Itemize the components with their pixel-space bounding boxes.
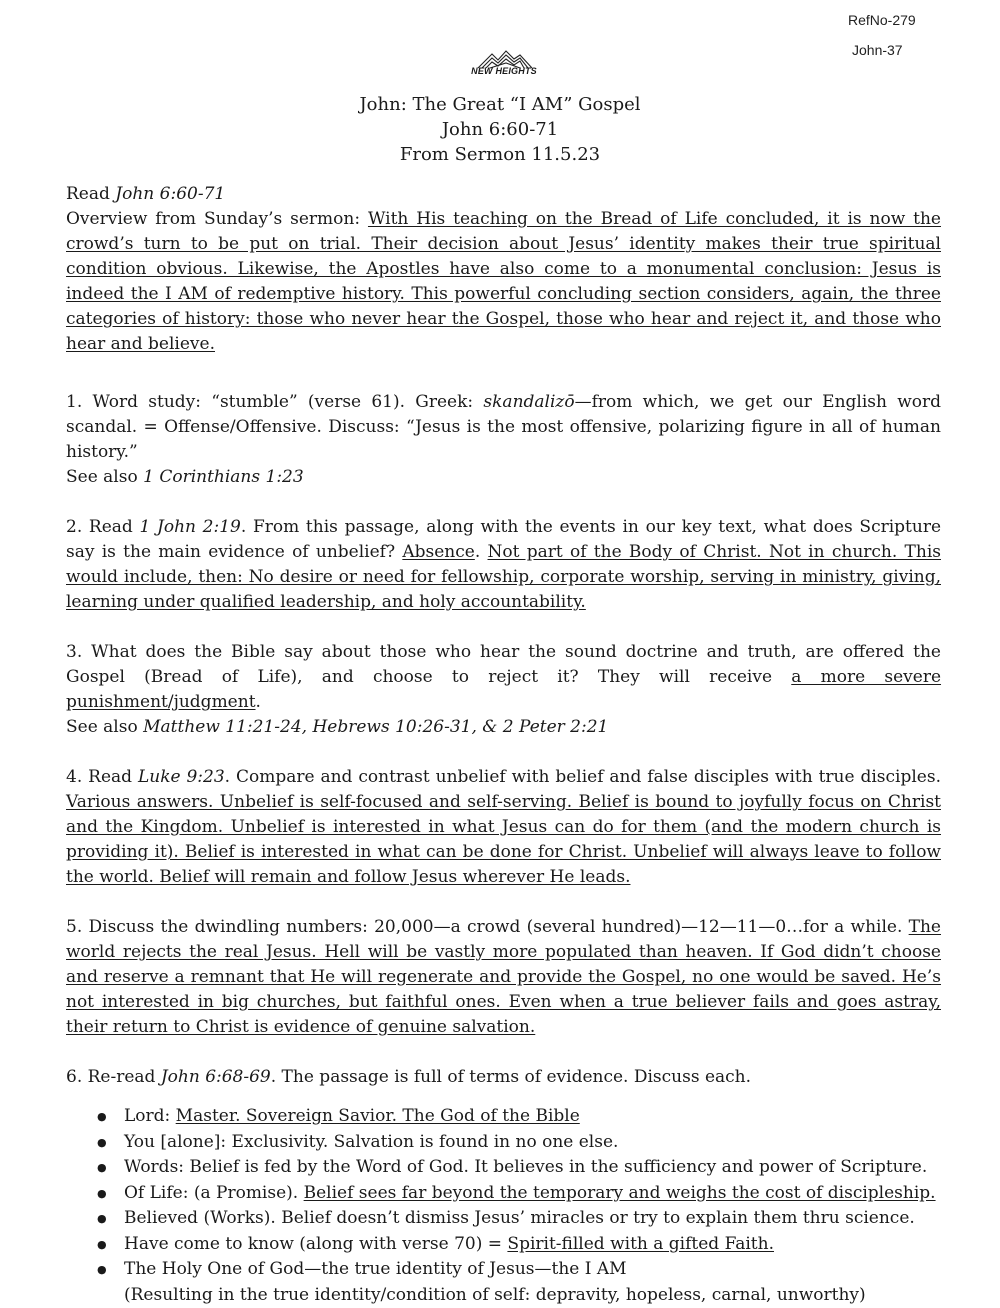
question-3: 3. What does the Bible say about those who hear the sound doctrine and truth, are offered the Gospel (Bread of Life), and choose to reject it? They will receive a more severe punishment/judgment.	[66, 642, 942, 712]
read-ref: John 6:60-71	[115, 184, 226, 204]
question-1-see-also: See also 1 Corinthians 1:23	[66, 467, 304, 487]
logo-text: NEW HEIGHTS	[471, 66, 537, 76]
question-3-see-also: See also Matthew 11:21-24, Hebrews 10:26-31, & 2 Peter 2:21	[66, 717, 609, 737]
list-item: ● Have come to know (along with verse 70) = Spirit-filled with a gifted Faith.	[124, 1232, 941, 1258]
question-5: 5. Discuss the dwindling numbers: 20,000—a crowd (several hundred)—12—11—0…for a while. The world rejects the real Jesus. Hell will be vastly more populated than heaven. If God didn’t choose and reserve a remnant that He will regenerate and provide the Gospel, no one would be saved. He’s not interested in big churches, but faithful ones. Even when a true believer fails and goes astray, their return to Christ is evidence of genuine salvation.	[66, 917, 941, 1037]
ref-number: RefNo-279	[848, 12, 916, 28]
question-1: 1. Word study: “stumble” (verse 61). Greek: skandalizō—from which, we get our English word scandal. = Offense/Offensive. Discuss: “Jesus is the most offensive, polarizing figure in all of human history.”	[66, 392, 941, 462]
answer-2a: Absence	[402, 542, 475, 562]
ref-code: John-37	[852, 42, 903, 58]
document-sermon-date: From Sermon 11.5.23	[399, 144, 601, 165]
document-body	[66, 182, 941, 1308]
list-item: ● You [alone]: Exclusivity. Salvation is found in no one else.	[124, 1130, 941, 1156]
greek-word: skandalizō	[483, 392, 575, 412]
evidence-list	[66, 1104, 941, 1308]
document-passage: John 6:60-71	[441, 119, 559, 140]
new-heights-logo	[462, 48, 546, 84]
question-2: 2. Read 1 John 2:19. From this passage, along with the events in our key text, what does Scripture say is the main evidence of unbelief? Absence. Not part of the Body of Christ. Not in church. This would include, then: No desire or need for fellowship, corporate worship, serving in ministry, giving, learning under qualified leadership, and holy accountability.	[66, 517, 942, 612]
answer-4: Various answers. Unbelief is self-focused and self-serving. Belief is bound to joyfully focus on Christ and the Kingdom. Unbelief is interested in what Jesus can do for them (and the modern church is providing it). Belief is interested in what can be done for Christ. Unbelief will always leave to follow the world. Belief will remain and follow Jesus wherever He leads.	[66, 792, 941, 887]
question-4: 4. Read Luke 9:23. Compare and contrast unbelief with belief and false disciples with true disciples. Various answers. Unbelief is self-focused and self-serving. Belief is bound to joyfully focus on Christ and the Kingdom. Unbelief is interested in what Jesus can do for them (and the modern church is providing it). Belief is interested in what can be done for Christ. Unbelief will always leave to follow the world. Belief will remain and follow Jesus wherever He leads.	[66, 767, 942, 887]
list-item: ● Believed (Works). Belief doesn’t dismiss Jesus’ miracles or try to explain them thru science.	[124, 1206, 941, 1232]
document-header	[0, 92, 1000, 167]
list-item: ● The Holy One of God—the true identity of Jesus—the I AM (Resulting in the true identity/condition of self: depravity, hopeless, carnal, unworthy)	[124, 1257, 941, 1308]
question-6: 6. Re-read John 6:68-69. The passage is full of terms of evidence. Discuss each.	[66, 1067, 752, 1087]
list-item: ● Words: Belief is fed by the Word of God. It believes in the sufficiency and power of Scripture.	[124, 1155, 941, 1181]
answer-2b: Not part of the Body of Christ. Not in church. This would include, then: No desire or need for fellowship, corporate worship, serving in ministry, giving, learning under qualified leadership, and holy accountability.	[66, 542, 941, 612]
answer-5: The world rejects the real Jesus. Hell will be vastly more populated than heaven. If God didn’t choose and reserve a remnant that He will regenerate and provide the Gospel, no one would be saved. He’s not interested in big churches, but faithful ones. Even when a true believer fails and goes astray, their return to Christ is evidence of genuine salvation.	[66, 917, 941, 1037]
overview-paragraph: Overview from Sunday’s sermon: With His teaching on the Bread of Life concluded, it is now the crowd’s turn to be put on trial. Their decision about Jesus’ identity makes their true spiritual condition obvious. Likewise, the Apostles have also come to a monumental conclusion: Jesus is indeed the I AM of redemptive history. This powerful concluding section considers, again, the three categories of history: those who never hear the Gospel, those who hear and reject it, and those who hear and believe.	[66, 209, 941, 354]
read-line: Read John 6:60-71	[66, 184, 226, 204]
list-item: ● Lord: Master. Sovereign Savior. The God of the Bible	[124, 1104, 941, 1130]
answer-3: a more severe punishment/judgment	[66, 667, 942, 712]
document-title: John: The Great “I AM” Gospel	[359, 94, 641, 115]
list-item: ● Of Life: (a Promise). Belief sees far beyond the temporary and weighs the cost of discipleship.	[124, 1181, 941, 1207]
overview-text: With His teaching on the Bread of Life concluded, it is now the crowd’s turn to be put on trial. Their decision about Jesus’ identity makes their true spiritual condition obvious. Likewise, the Apostles have also come to a monumental conclusion: Jesus is indeed the I AM of redemptive history. This powerful concluding section considers, again, the three categories of history: those who never hear the Gospel, those who hear and reject it, and those who hear and believe.	[66, 209, 941, 354]
